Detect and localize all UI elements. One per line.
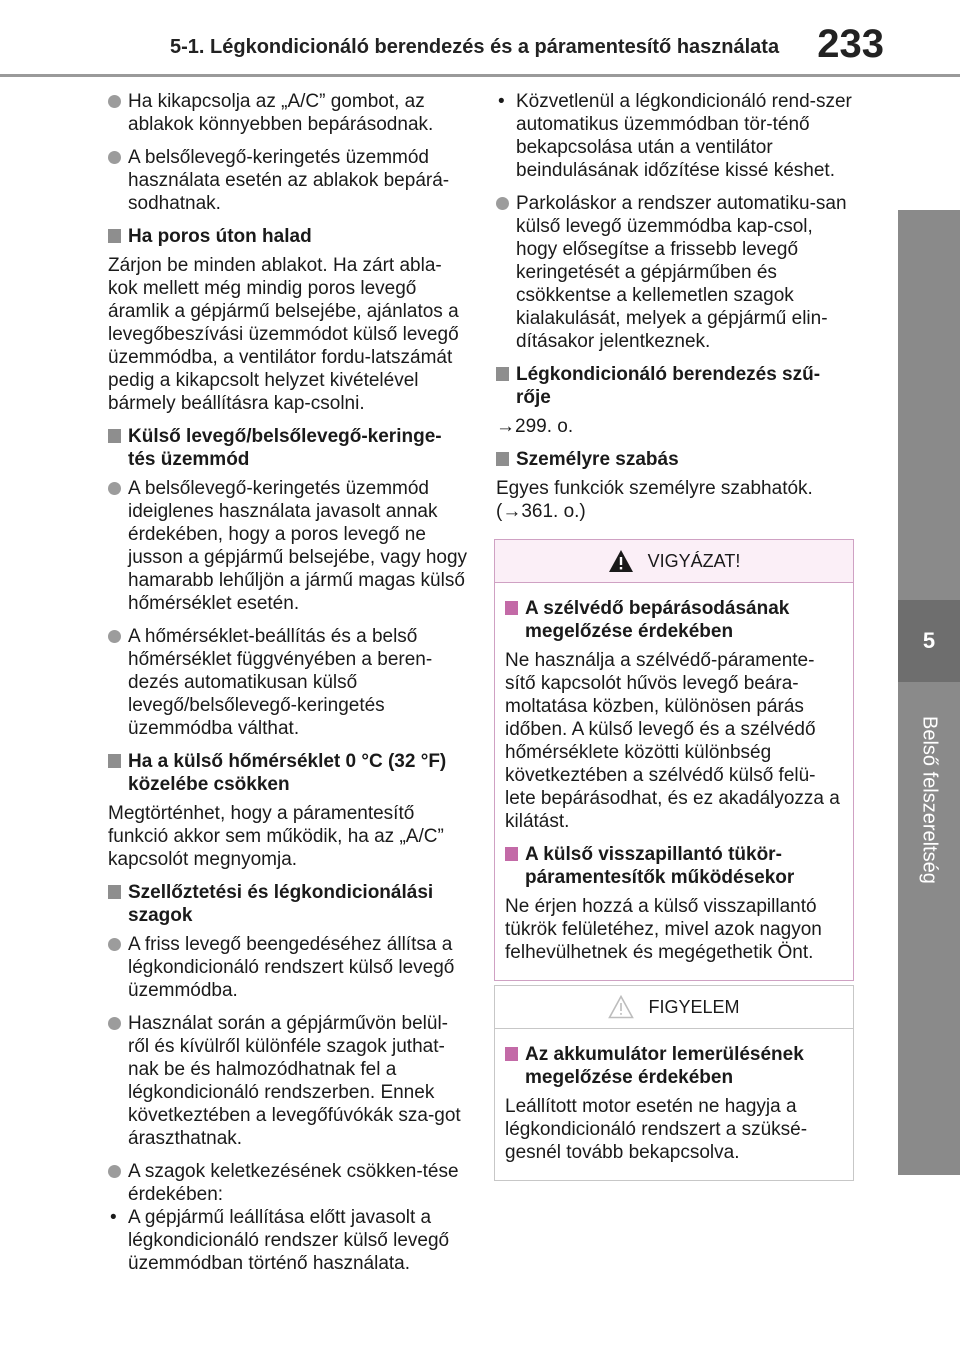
notice-paragraph: Leállított motor esetén ne hagyja a légkondicionáló rendszert a szüksé-gesnél tovább bekapcsolva.	[505, 1096, 808, 1163]
chapter-label: Belső felszereltség	[918, 716, 941, 884]
warning-box-body	[495, 583, 853, 980]
paragraph: Megtörténhet, hogy a páramentesítő funkció akkor sem működik, ha az „A/C” kapcsolót megnyomja.	[108, 803, 444, 870]
page-reference: →299. o.	[496, 416, 574, 437]
section-heading: Légkondicionáló berendezés szű-rője	[496, 363, 852, 409]
chapter-number-tab: 5	[898, 600, 960, 682]
notice-box-body	[495, 1029, 853, 1180]
dot-list-item: • Közvetlenül a légkondicionáló rend-szer automatikus üzemmódban tör-ténő bekapcsolása után a ventilátor beindulásának időzítése kissé késhet.	[496, 90, 852, 182]
warning-triangle-icon	[608, 549, 634, 573]
warning-box-header	[495, 540, 853, 583]
left-column	[108, 90, 468, 1285]
side-tab-bar	[898, 210, 960, 1175]
notice-box	[494, 985, 854, 1181]
warning-box	[494, 539, 854, 981]
warning-paragraph: Ne használja a szélvédő-páramente-sítő kapcsolót hűvös levegő beára-moltatása közben, különösen párás időben. A külső levegő és a szélvédő hőmérséklete közötti különbség következtében a szélvédő külső felü-lete bepárásodhat, és ez akadályozza a kilátást.	[505, 650, 840, 832]
paragraph: Egyes funkciók személyre szabhatók. (→361. o.)	[496, 478, 813, 522]
section-heading: Szellőztetési és légkondicionálási szagok	[108, 881, 468, 927]
section-heading: Külső levegő/belsőlevegő-keringe-tés üzemmód	[108, 425, 468, 471]
header-divider	[0, 74, 960, 77]
notice-heading: Az akkumulátor lemerülésének megelőzése érdekében	[505, 1043, 843, 1089]
notice-box-title: FIGYELEM	[648, 996, 740, 1017]
bullet-item: Használat során a gépjárművön belül-ről és kívülről különféle szagok juthat-nak be és halmozódhatnak fel a légkondicionáló rendszerben. Ennek következtében a levegőfúvókák sza-got áraszthatnak.	[108, 1012, 468, 1150]
bullet-item: A szagok keletkezésének csökken-tése érdekében:	[108, 1160, 468, 1206]
bullet-item: A belsőlevegő-keringetés üzemmód ideiglenes használata javasolt annak érdekében, hogy a poros levegő ne jusson a gépjármű belsejébe, vagy hogy hamarabb lehűljön a jármű magas külső hőmérséklet esetén.	[108, 477, 468, 615]
bullet-item: A friss levegő beengedéséhez állítsa a légkondicionáló rendszert külső levegő üzemmódba.	[108, 933, 468, 1002]
section-heading: Ha a külső hőmérséklet 0 °C (32 °F) közelébe csökken	[108, 750, 468, 796]
bullet-item: A belsőlevegő-keringetés üzemmód használata esetén az ablakok bepárá-sodhatnak.	[108, 146, 468, 215]
warning-paragraph: Ne érjen hozzá a külső visszapillantó tükrök felületéhez, mivel azok nagyon felhevülhetnek és megégethetik Önt.	[505, 896, 822, 963]
dot-list-item: • A gépjármű leállítása előtt javasolt a légkondicionáló rendszer külső levegő üzemmódban történő használata.	[108, 1206, 468, 1275]
warning-box-title: VIGYÁZAT!	[647, 550, 741, 571]
notice-box-header	[495, 986, 853, 1029]
bullet-item: Ha kikapcsolja az „A/C” gombot, az ablakok könnyebben bepárásodnak.	[108, 90, 468, 136]
bullet-item: Parkoláskor a rendszer automatiku-san külső levegő üzemmódba kap-csol, hogy elősegítse a frissebb levegő keringetését a gépjárműben és csökkentse a kellemetlen szagok kialakulását, melyek a gépjármű elin-dításakor jelentkeznek.	[496, 192, 852, 353]
chapter-label-tab	[898, 700, 960, 900]
warning-heading: A szélvédő bepárásodásának megelőzése érdekében	[505, 597, 843, 643]
right-column	[496, 90, 852, 533]
warning-heading: A külső visszapillantó tükör-páramentesítők működésekor	[505, 843, 843, 889]
paragraph: Zárjon be minden ablakot. Ha zárt abla-kok mellett még mindig poros levegő áramlik a gépjármű belsejébe, ajánlatos a levegőbeszívási üzemmódot külső levegő üzemmódba, a ventilátor fordu-latszámát pedig a kikapcsolt helyzet kivételével bármely beállításra kap-csolni.	[108, 255, 459, 414]
section-heading: Személyre szabás	[496, 448, 852, 471]
notice-triangle-icon	[608, 995, 634, 1019]
section-heading: Ha poros úton halad	[108, 225, 468, 248]
page-header-title: 5-1. Légkondicionáló berendezés és a páramentesítő használata	[170, 36, 780, 58]
bullet-item: A hőmérséklet-beállítás és a belső hőmérséklet függvényében a beren-dezés automatikusan külső levegő/belsőlevegő-keringetés üzemmódba válthat.	[108, 625, 468, 740]
page-number: 233	[817, 22, 884, 66]
